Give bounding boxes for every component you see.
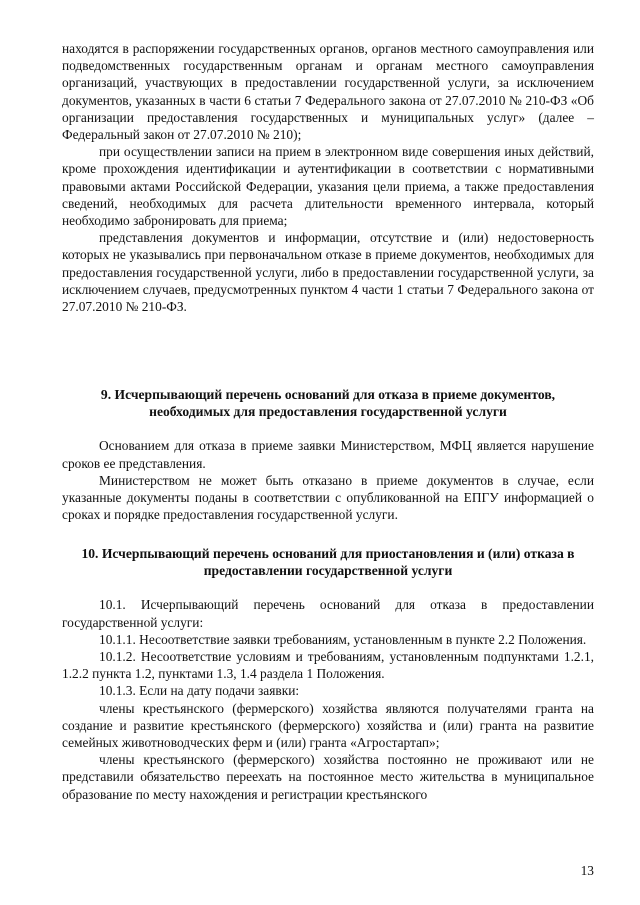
paragraph: 10.1.2. Несоответствие условиям и требованиям, установленным подпунктами 1.2.1, 1.2.2 пункта 1.2, пунктами 1.3, 1.4 раздела 1 Положения. — [62, 649, 594, 682]
paragraph: 10.1. Исчерпывающий перечень оснований для отказа в предоставлении государственной услуги: — [62, 597, 594, 630]
paragraph: 10.1.1. Несоответствие заявки требованиям, установленным в пункте 2.2 Положения. — [99, 631, 587, 647]
section-10 — [62, 545, 594, 803]
page-number: 13 — [580, 863, 594, 878]
paragraph: находятся в распоряжении государственных органов, органов местного самоуправления или подведомственных государственным органам и органам местного самоуправления организаций, участвующих в предоставлении государственной услуги, за исключением документов, указанных в части 6 статьи 7 Федерального закона от 27.07.2010 № 210-ФЗ «Об организации предоставления государственных и муниципальных услуг» (далее – Федеральный закон от 27.07.2010 № 210); — [62, 41, 594, 143]
paragraph: члены крестьянского (фермерского) хозяйства являются получателями гранта на создание и развитие крестьянского (фермерского) хозяйства и (или) гранта на развитие семейных животноводческих ферм и (или) гранта «Агростартап»; — [62, 700, 594, 751]
top-text-block — [62, 40, 594, 315]
paragraph: представления документов и информации, отсутствие и (или) недостоверность которых не указывались при первоначальном отказе в приеме документов, необходимых для предоставления государственной услуги, либо в предоставлении государственной услуги, за исключением случаев, предусмотренных пунктом 4 части 1 статьи 7 Федерального закона от 27.07.2010 № 210-ФЗ. — [62, 230, 594, 315]
paragraph: Министерством не может быть отказано в приеме документов в случае, если указанные документы поданы в соответствии с опубликованной на ЕПГУ информацией о сроках и порядке предоставления государственной услуги. — [62, 472, 594, 523]
section-heading: 10. Исчерпывающий перечень оснований для приостановления и (или) отказа в предоставлении государственной услуги — [81, 546, 575, 579]
paragraph: 10.1.3. Если на дату подачи заявки: — [99, 683, 300, 699]
section-9 — [62, 386, 594, 523]
paragraph: Основанием для отказа в приеме заявки Министерством, МФЦ является нарушение сроков ее представления. — [62, 438, 594, 471]
section-heading: 9. Исчерпывающий перечень оснований для отказа в приеме документов, необходимых для предоставления государственной услуги — [100, 387, 556, 420]
paragraph: при осуществлении записи на прием в электронном виде совершения иных действий, кроме прохождения идентификации и аутентификации в соответствии с нормативными правовыми актами Российской Федерации, указания цели приема, а также предоставления сведений, необходимых для расчета длительности временного интервала, который необходимо забронировать для приема; — [62, 144, 594, 229]
paragraph: члены крестьянского (фермерского) хозяйства постоянно не проживают или не представили обязательство переехать на постоянное место жительства в муниципальное образование по месту нахождения и регистрации крестьянского — [62, 752, 594, 802]
